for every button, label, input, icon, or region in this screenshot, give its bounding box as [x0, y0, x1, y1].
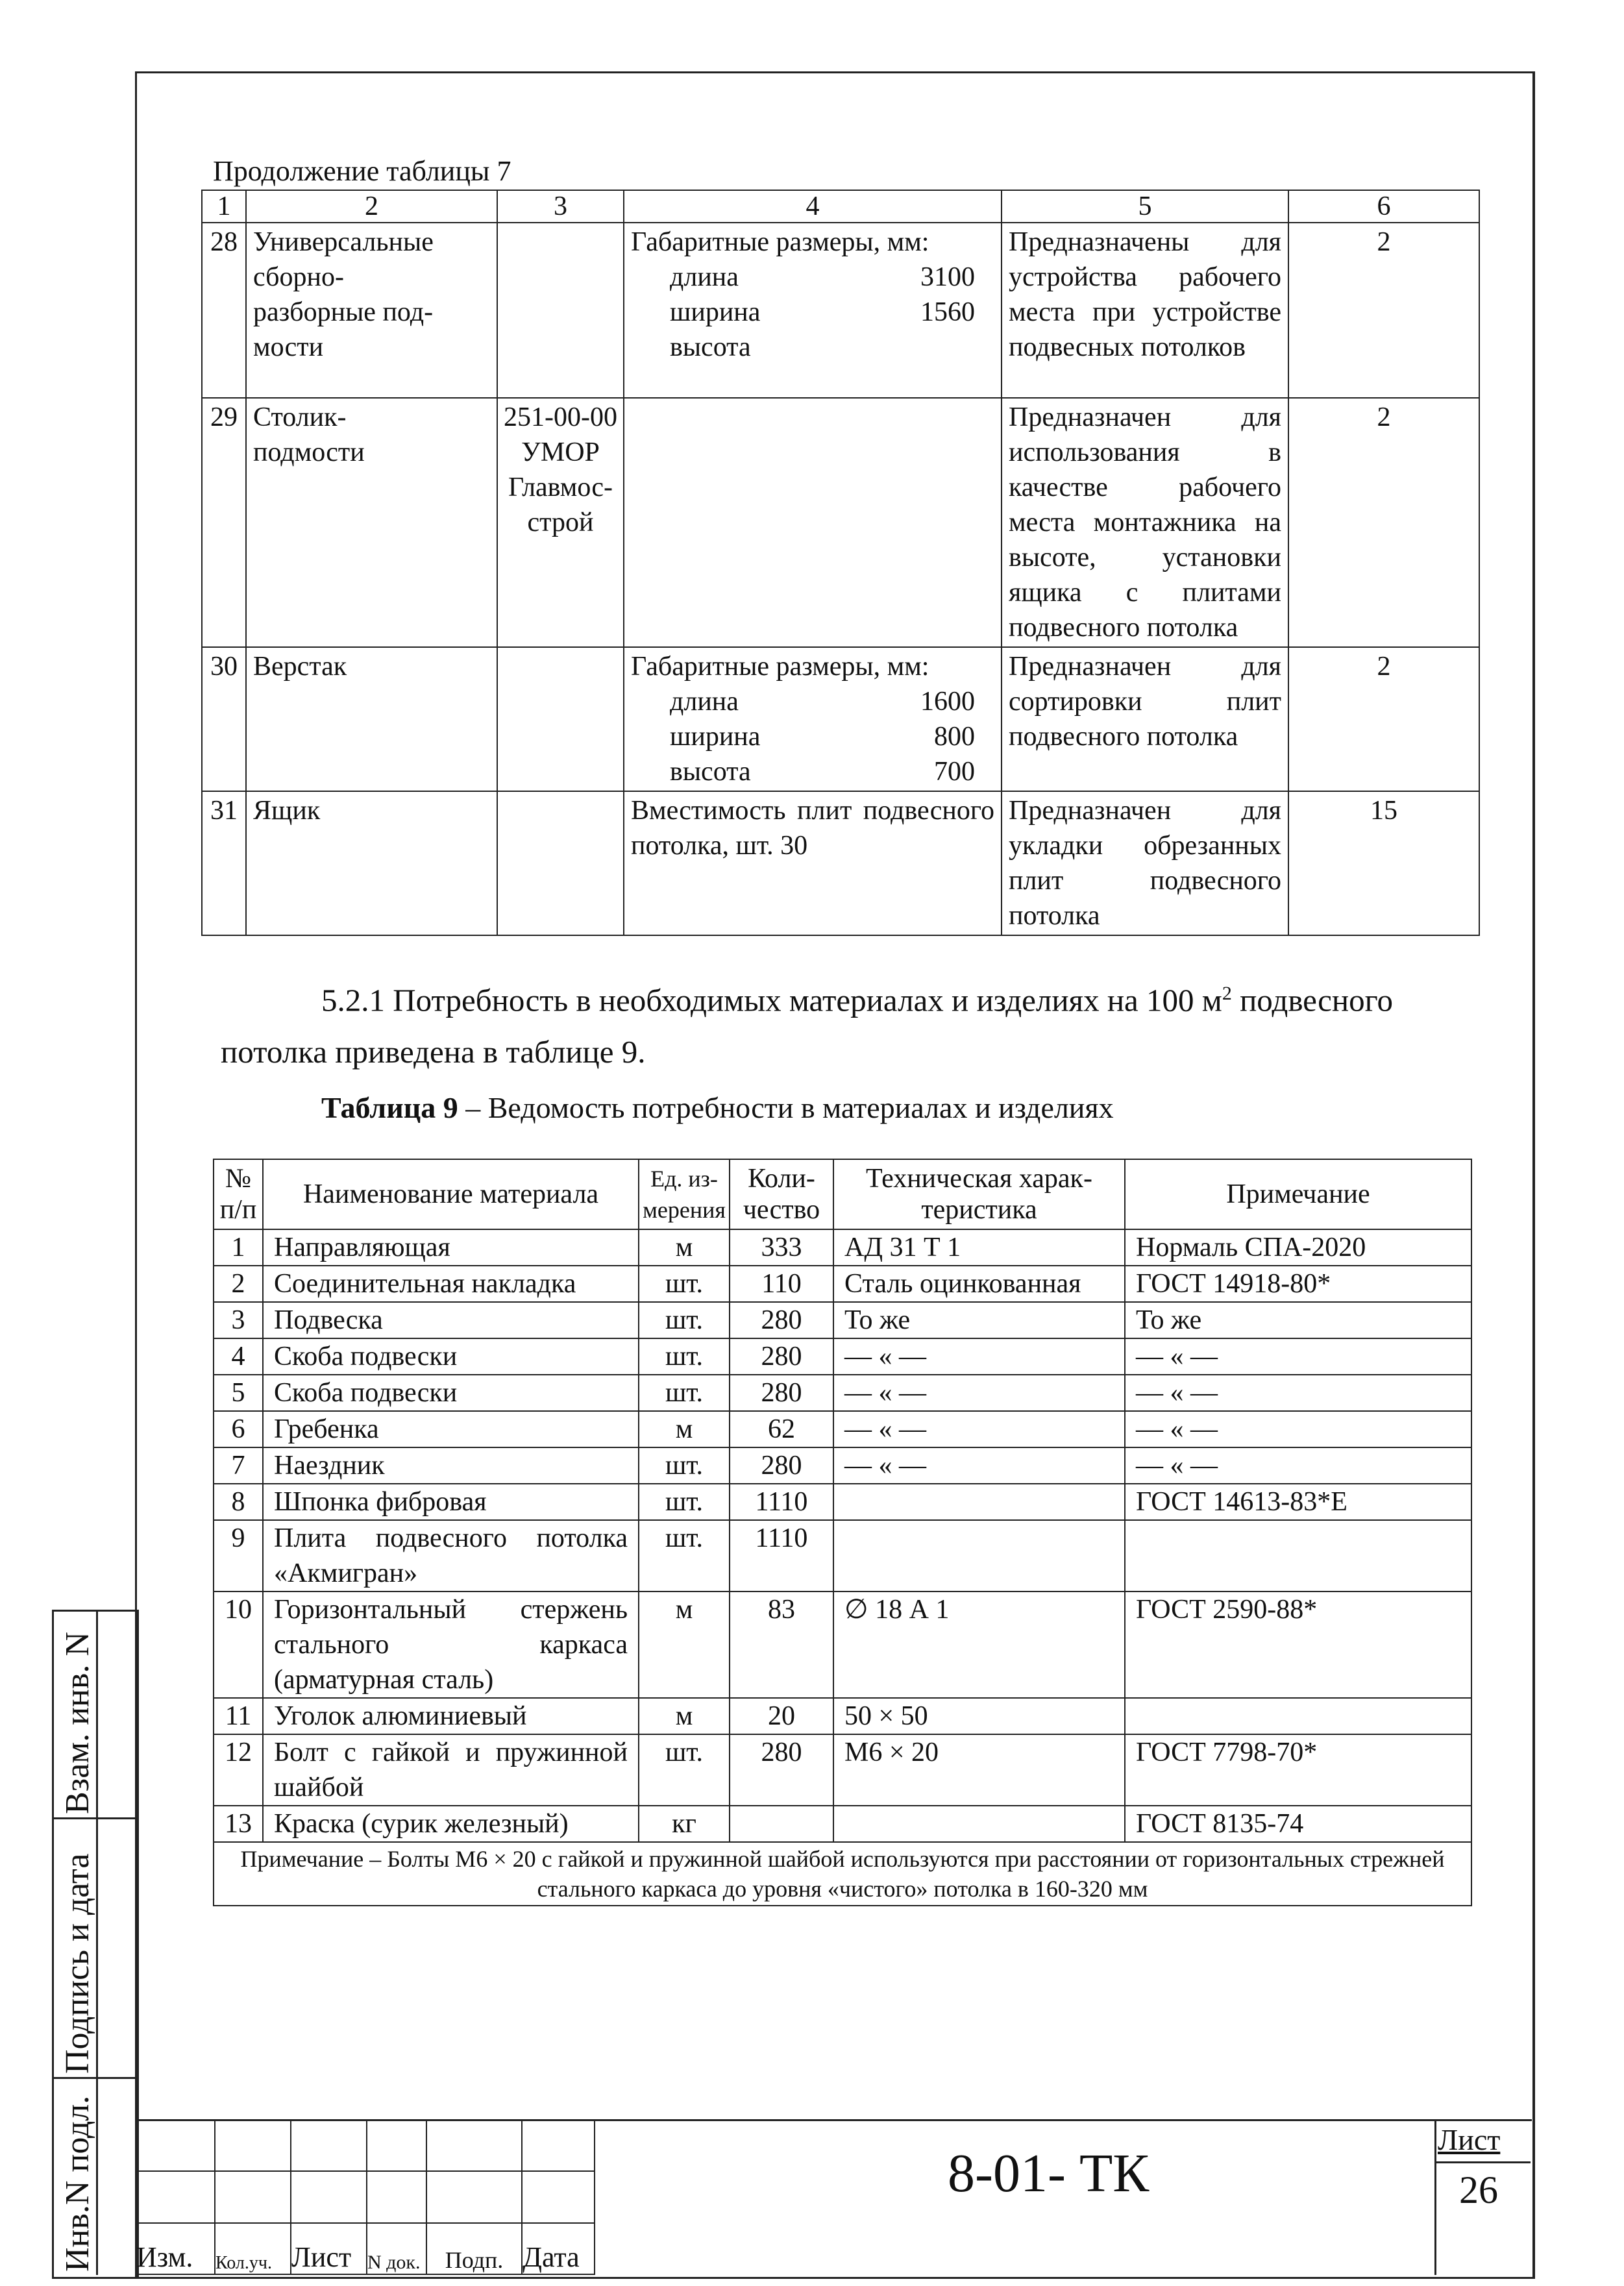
stamp-col-data: Дата — [522, 2223, 595, 2274]
table-row — [214, 1698, 1471, 1734]
doc-line: 251-00-00 — [504, 402, 617, 432]
t9-num: 3 — [214, 1302, 263, 1338]
t9-note: — « — — [1125, 1447, 1471, 1484]
t9-material: Наездник — [263, 1447, 639, 1484]
t9-num: 7 — [214, 1447, 263, 1484]
doc-line: УМОР — [521, 437, 600, 467]
dim-label: ширина — [670, 297, 761, 327]
t9-header-tech — [833, 1159, 1125, 1229]
stamp-cell — [522, 2171, 595, 2222]
t7-qty: 2 — [1288, 398, 1479, 647]
t9-tech: — « — — [833, 1447, 1125, 1484]
table-row — [214, 1266, 1471, 1302]
table-9-caption-text: – Ведомость потребности в материалах и изделиях — [458, 1091, 1114, 1124]
t9-tech: М6 × 20 — [833, 1734, 1125, 1806]
t7-header-cell: 5 — [1002, 190, 1288, 223]
t9-qty: 83 — [730, 1592, 833, 1698]
dim-row — [631, 684, 994, 719]
t9-header-name: Наименование материала — [263, 1159, 639, 1229]
continuation-caption: Продолжение таблицы 7 — [213, 155, 511, 187]
paragraph-superscript: 2 — [1222, 983, 1232, 1004]
t9-note: Нормаль СПА-2020 — [1125, 1229, 1471, 1266]
t7-header-cell: 1 — [202, 190, 246, 223]
t7-header-cell: 4 — [624, 190, 1002, 223]
t7-spec — [624, 223, 1002, 398]
table-row — [214, 1520, 1471, 1592]
paragraph-line-2: потолка приведена в таблице 9. — [221, 1034, 646, 1070]
stamp-cell — [136, 2120, 215, 2171]
table-9-note-row — [214, 1842, 1471, 1906]
spec-title: Габаритные размеры, мм: — [631, 227, 929, 257]
t9-num: 5 — [214, 1375, 263, 1411]
t9-num: 9 — [214, 1520, 263, 1592]
table-7 — [201, 190, 1480, 936]
dim-row — [631, 330, 994, 365]
t9-qty: 20 — [730, 1698, 833, 1734]
t7-purpose: Предназначен для сортировки плит подвесного потолка — [1002, 647, 1288, 791]
t9-tech — [833, 1520, 1125, 1592]
t9-header-note: Примечание — [1125, 1159, 1471, 1229]
t9-note: ГОСТ 14918-80* — [1125, 1266, 1471, 1302]
t9-num: 2 — [214, 1266, 263, 1302]
name-line: подмости — [253, 437, 365, 467]
dim-label: ширина — [670, 722, 761, 752]
t7-item-name — [246, 647, 497, 791]
t9-qty: 280 — [730, 1375, 833, 1411]
t9-note: ГОСТ 2590-88* — [1125, 1592, 1471, 1698]
t9-note: — « — — [1125, 1338, 1471, 1375]
table-9-caption — [321, 1090, 1114, 1125]
table-row — [202, 223, 1479, 398]
header-line: Ед. из- — [650, 1166, 718, 1192]
t9-header-num — [214, 1159, 263, 1229]
header-line: Техническая харак- — [866, 1164, 1092, 1194]
t9-qty — [730, 1806, 833, 1842]
t9-note — [1125, 1520, 1471, 1592]
t9-note: ГОСТ 8135-74 — [1125, 1806, 1471, 1842]
t9-num: 4 — [214, 1338, 263, 1375]
t9-tech — [833, 1806, 1125, 1842]
t7-item-name — [246, 791, 497, 935]
t7-header-cell: 3 — [497, 190, 624, 223]
dim-value: 1600 — [920, 687, 975, 717]
paragraph-text: 5.2.1 Потребность в необходимых материалах и изделиях на 100 м — [321, 982, 1222, 1018]
t9-material: Плита подвесного потолка «Акмигран» — [263, 1520, 639, 1592]
stamp-col-ndok: N док. — [367, 2223, 426, 2274]
dim-row — [631, 295, 994, 330]
t7-doc — [497, 398, 624, 647]
t7-spec — [624, 398, 1002, 647]
table-row — [214, 1447, 1471, 1484]
stamp-col-kolvo: Кол.уч. — [215, 2223, 291, 2274]
t7-header-cell: 2 — [246, 190, 497, 223]
t9-unit: шт. — [639, 1338, 730, 1375]
dim-row — [631, 719, 994, 754]
t9-material: Болт с гайкой и пружинной шайбой — [263, 1734, 639, 1806]
table-row — [214, 1806, 1471, 1842]
paragraph-5-2-1 — [321, 974, 1393, 1020]
stamp-cell — [215, 2120, 291, 2171]
label-inv-podl: Инв.N подл. — [59, 2095, 96, 2272]
table-row — [202, 647, 1479, 791]
header-line: мерения — [643, 1197, 726, 1223]
t7-doc — [497, 791, 624, 935]
t7-row-number: 31 — [202, 791, 246, 935]
stamp-cell — [367, 2120, 426, 2171]
t9-material: Скоба подвески — [263, 1338, 639, 1375]
stamp-col-izm: Изм. — [136, 2223, 215, 2274]
t9-tech: ∅ 18 А 1 — [833, 1592, 1125, 1698]
t9-qty: 1110 — [730, 1484, 833, 1520]
t9-unit: м — [639, 1411, 730, 1447]
table-7-header-row — [202, 190, 1479, 223]
t7-purpose: Предназначен для использования в качестве рабочего места монтажника на высоте, установки ящика с плитами подвесного потолка — [1002, 398, 1288, 647]
table-row — [214, 1592, 1471, 1698]
t9-unit: шт. — [639, 1520, 730, 1592]
t9-material: Уголок алюминиевый — [263, 1698, 639, 1734]
t9-tech: — « — — [833, 1375, 1125, 1411]
t9-qty: 280 — [730, 1734, 833, 1806]
t9-qty: 280 — [730, 1338, 833, 1375]
t9-material: Направляющая — [263, 1229, 639, 1266]
name-line: Универсальные — [253, 227, 434, 257]
t9-unit: шт. — [639, 1734, 730, 1806]
t9-unit: шт. — [639, 1484, 730, 1520]
dim-value: 1560 — [920, 297, 975, 327]
name-line: Ящик — [253, 796, 321, 826]
label-podpis-data: Подпись и дата — [59, 1853, 96, 2074]
t9-unit: шт. — [639, 1447, 730, 1484]
stamp-grid — [135, 2119, 595, 2275]
spec-title: Габаритные размеры, мм: — [631, 652, 929, 682]
table-row — [214, 1229, 1471, 1266]
table-9-body — [214, 1229, 1471, 1842]
doc-line: строй — [527, 508, 594, 537]
t7-row-number: 28 — [202, 223, 246, 398]
t9-material: Краска (сурик железный) — [263, 1806, 639, 1842]
table-row — [202, 398, 1479, 647]
table-9-caption-bold: Таблица 9 — [321, 1091, 458, 1124]
t9-qty: 280 — [730, 1302, 833, 1338]
dim-value: 800 — [934, 722, 975, 752]
t9-tech: АД 31 Т 1 — [833, 1229, 1125, 1266]
stamp-row — [136, 2223, 595, 2274]
t9-unit: м — [639, 1698, 730, 1734]
stamp-cell — [426, 2120, 522, 2171]
t9-note: ГОСТ 7798-70* — [1125, 1734, 1471, 1806]
name-line: Столик- — [253, 402, 347, 432]
t9-num: 8 — [214, 1484, 263, 1520]
t9-qty: 1110 — [730, 1520, 833, 1592]
name-line: мости — [253, 332, 324, 362]
t9-num: 12 — [214, 1734, 263, 1806]
t9-tech: — « — — [833, 1411, 1125, 1447]
table-9-note: Примечание – Болты М6 × 20 с гайкой и пружинной шайбой используются при расстоянии от горизонтальных стрежней стального каркаса до уровня «чистого» потолка в 160-320 мм — [214, 1842, 1471, 1906]
t7-header-cell: 6 — [1288, 190, 1479, 223]
stamp-col-podp: Подп. — [426, 2223, 522, 2274]
name-line: сборно- — [253, 262, 344, 292]
t9-note: — « — — [1125, 1375, 1471, 1411]
doc-line: Главмос- — [508, 473, 613, 502]
t9-num: 10 — [214, 1592, 263, 1698]
t7-doc — [497, 647, 624, 791]
dim-label: длина — [670, 262, 739, 292]
table-row — [214, 1302, 1471, 1338]
table-row — [214, 1375, 1471, 1411]
t7-doc — [497, 223, 624, 398]
side-strip-divider-2 — [52, 2077, 135, 2079]
t9-note: ГОСТ 14613-83*Е — [1125, 1484, 1471, 1520]
t9-material: Горизонтальный стержень стального каркаса (арматурная сталь) — [263, 1592, 639, 1698]
t7-qty: 15 — [1288, 791, 1479, 935]
stamp-cell — [291, 2171, 367, 2222]
table-row — [214, 1734, 1471, 1806]
t9-unit: шт. — [639, 1266, 730, 1302]
t9-num: 6 — [214, 1411, 263, 1447]
header-line: чество — [743, 1195, 820, 1225]
dim-label: высота — [670, 332, 751, 362]
t9-qty: 280 — [730, 1447, 833, 1484]
t9-tech: То же — [833, 1302, 1125, 1338]
t7-spec — [624, 647, 1002, 791]
t7-purpose: Предназначен для укладки обрезанных плит подвесного потолка — [1002, 791, 1288, 935]
header-line: № — [225, 1164, 252, 1194]
dim-value: 700 — [934, 757, 975, 787]
t9-num: 1 — [214, 1229, 263, 1266]
t9-unit: кг — [639, 1806, 730, 1842]
table-row — [214, 1484, 1471, 1520]
t9-material: Подвеска — [263, 1302, 639, 1338]
paragraph-text-after: подвесного — [1231, 982, 1393, 1018]
t9-note — [1125, 1698, 1471, 1734]
t9-unit: шт. — [639, 1375, 730, 1411]
t9-material: Скоба подвески — [263, 1375, 639, 1411]
stamp-cell — [522, 2120, 595, 2171]
table-row — [214, 1338, 1471, 1375]
t7-item-name — [246, 398, 497, 647]
t9-tech: Сталь оцинкованная — [833, 1266, 1125, 1302]
stamp-row — [136, 2171, 595, 2222]
label-vzam-inv: Взам. инв. N — [59, 1632, 96, 1814]
name-line: разборные под- — [253, 297, 434, 327]
stamp-row — [136, 2120, 595, 2171]
table-9 — [213, 1159, 1472, 1906]
t9-material: Соединительная накладка — [263, 1266, 639, 1302]
t7-qty: 2 — [1288, 647, 1479, 791]
t7-row-number: 30 — [202, 647, 246, 791]
document-code: 8-01- ТК — [948, 2143, 1150, 2204]
sheet-divider — [1434, 2161, 1531, 2163]
t9-material: Шпонка фибровая — [263, 1484, 639, 1520]
t9-tech: 50 × 50 — [833, 1698, 1125, 1734]
t9-note: То же — [1125, 1302, 1471, 1338]
t9-header-qty — [730, 1159, 833, 1229]
t9-tech: — « — — [833, 1338, 1125, 1375]
stamp-cell — [426, 2171, 522, 2222]
name-line: Верстак — [253, 652, 347, 682]
stamp-cell — [136, 2171, 215, 2222]
dim-value: 3100 — [920, 262, 975, 292]
side-strip-divider-1 — [52, 1817, 135, 1819]
table-row — [214, 1411, 1471, 1447]
t9-unit: м — [639, 1229, 730, 1266]
t9-qty: 333 — [730, 1229, 833, 1266]
header-line: теристика — [921, 1195, 1037, 1225]
stamp-col-list: Лист — [291, 2223, 367, 2274]
t9-num: 11 — [214, 1698, 263, 1734]
t9-tech — [833, 1484, 1125, 1520]
dim-row — [631, 260, 994, 295]
header-line: п/п — [219, 1195, 257, 1225]
stamp-cell — [291, 2120, 367, 2171]
table-row — [202, 791, 1479, 935]
t9-qty: 110 — [730, 1266, 833, 1302]
t7-qty: 2 — [1288, 223, 1479, 398]
t7-item-name — [246, 223, 497, 398]
t9-qty: 62 — [730, 1411, 833, 1447]
header-line: Коли- — [748, 1164, 815, 1194]
t7-purpose: Предназначены для устройства рабочего места при устройстве подвесных потолков — [1002, 223, 1288, 398]
table-9-header-row — [214, 1159, 1471, 1229]
t7-spec: Вместимость плит подвесного потолка, шт. 30 — [624, 791, 1002, 935]
stamp-cell — [367, 2171, 426, 2222]
sheet-label: Лист — [1438, 2123, 1501, 2156]
t9-unit: м — [639, 1592, 730, 1698]
t7-row-number: 29 — [202, 398, 246, 647]
sheet-number: 26 — [1459, 2169, 1498, 2211]
t9-num: 13 — [214, 1806, 263, 1842]
t9-header-unit — [639, 1159, 730, 1229]
stamp-cell — [215, 2171, 291, 2222]
t9-note: — « — — [1125, 1411, 1471, 1447]
t9-material: Гребенка — [263, 1411, 639, 1447]
dim-label: длина — [670, 687, 739, 717]
dim-row — [631, 754, 994, 789]
dim-label: высота — [670, 757, 751, 787]
t9-unit: шт. — [639, 1302, 730, 1338]
